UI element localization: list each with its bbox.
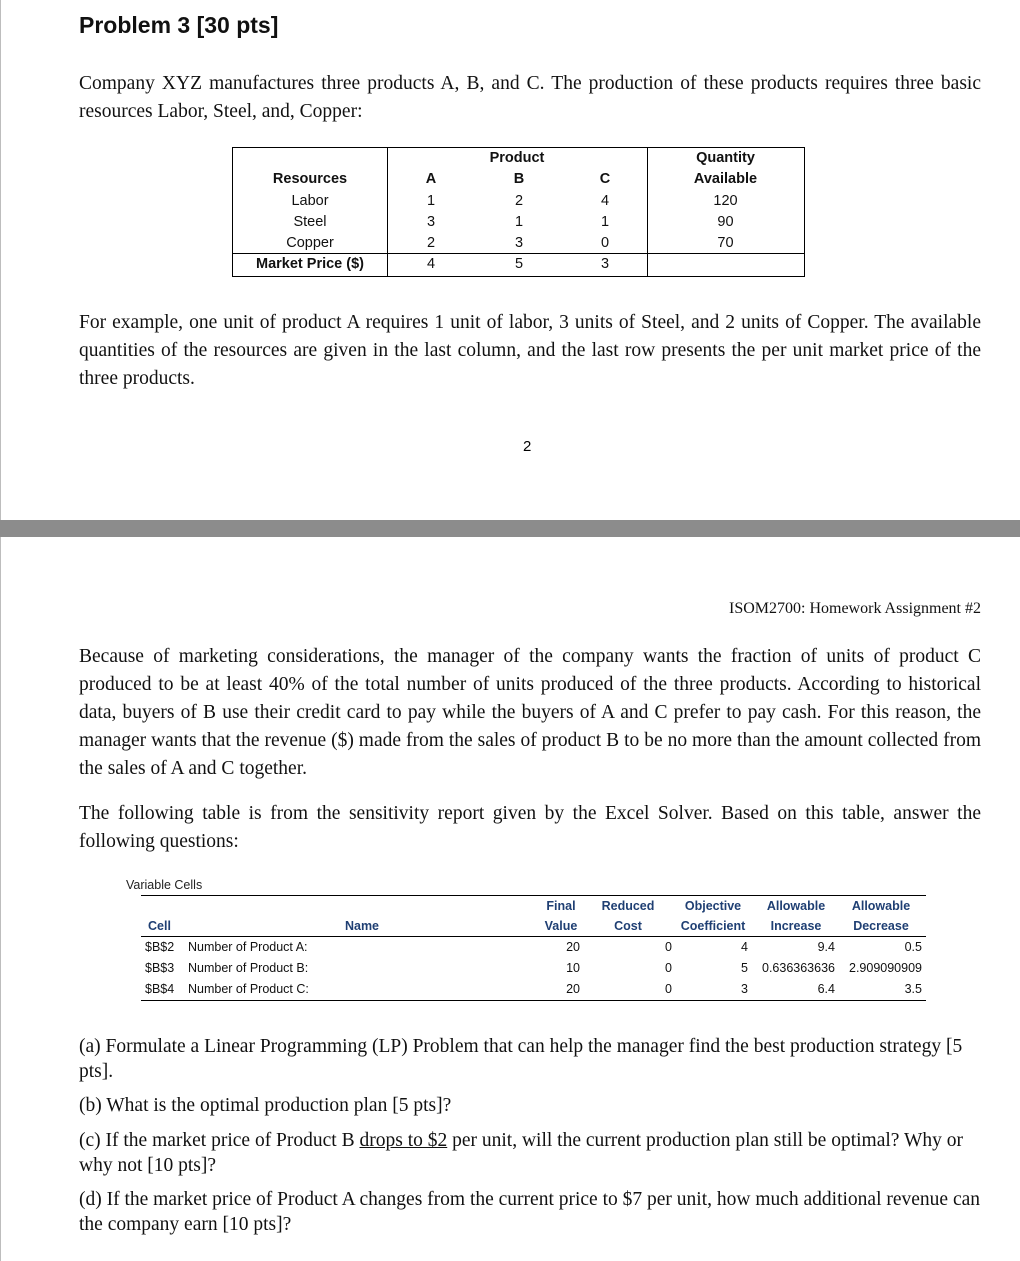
- intro-paragraph: Company XYZ manufactures three products A, B, and C. The production of these products requires three basic resources Labor, Steel, and, Copper:: [79, 73, 981, 122]
- cell-steel-c: 1: [600, 214, 610, 230]
- question-c-part-1: (c) If the market price of Product B: [79, 1130, 360, 1151]
- hdr-decrease-1: Allowable: [851, 899, 911, 913]
- resources-table: [232, 147, 805, 277]
- cell-labor-qty: 120: [713, 193, 738, 209]
- row-a-name: Number of Product A:: [188, 940, 308, 954]
- row-c-objective: 3: [741, 982, 748, 996]
- hdr-objective-1: Objective: [684, 899, 742, 913]
- problem-title: Problem 3 [30 pts]: [79, 12, 279, 38]
- cell-copper-b: 3: [514, 235, 524, 251]
- cell-labor-b: 2: [514, 193, 524, 209]
- question-c-underlined: drops to $2: [359, 1130, 448, 1151]
- row-b-cell: $B$3: [145, 961, 175, 975]
- row-b-increase: 0.636363636: [762, 961, 835, 975]
- question-a: (a) Formulate a Linear Programming (LP) Problem that can help the manager find the best production strategy [5 pts].: [79, 1036, 963, 1082]
- row-c-final: 20: [566, 982, 580, 996]
- cell-copper-qty: 70: [717, 235, 734, 251]
- cell-steel-qty: 90: [717, 214, 734, 230]
- example-paragraph: For example, one unit of product A requires 1 unit of labor, 3 units of Steel, and 2 units of Copper. The available quantities of the resources are given in the last column, and the last row presents the per unit market price of the three products.: [79, 312, 981, 389]
- hdr-increase-1: Allowable: [766, 899, 826, 913]
- row-name-market-price: Market Price ($): [256, 256, 364, 272]
- page-number: 2: [523, 438, 532, 455]
- hdr-cell: Cell: [148, 919, 171, 933]
- col-header-a: A: [425, 171, 437, 187]
- quantity-header-2: Available: [693, 171, 758, 187]
- question-b: (b) What is the optimal production plan [5 pts]?: [79, 1095, 452, 1116]
- row-a-increase: 9.4: [817, 940, 835, 954]
- hdr-decrease-2: Decrease: [853, 919, 909, 933]
- row-a-objective: 4: [741, 940, 748, 954]
- row-c-reduced: 0: [665, 982, 672, 996]
- question-c-part-2: per unit, will the current production plan still be optimal? Why or why not [10 pts]?: [79, 1130, 963, 1176]
- cell-steel-b: 1: [514, 214, 524, 230]
- course-header: ISOM2700: Homework Assignment #2: [729, 600, 981, 617]
- page-2: [0, 537, 1020, 1261]
- resources-header: Resources: [272, 171, 348, 187]
- row-name-copper: Copper: [286, 235, 334, 251]
- row-b-reduced: 0: [665, 961, 672, 975]
- row-b-objective: 5: [741, 961, 748, 975]
- row-a-final: 20: [566, 940, 580, 954]
- marketing-paragraph: Because of marketing considerations, the manager of the company wants the fraction of units of product C produced to be at least 40% of the total number of units produced of the three products. According to historical data, buyers of B use their credit card to pay while the buyers of A and C prefer to pay cash. For this reason, the manager wants that the revenue ($) made from the sales of product B to be no more than the amount collected from the sales of A and C together.: [79, 646, 981, 779]
- row-c-cell: $B$4: [145, 982, 175, 996]
- cell-copper-a: 2: [426, 235, 436, 251]
- row-c-decrease: 3.5: [904, 982, 922, 996]
- cell-price-c: 3: [600, 256, 610, 272]
- sensitivity-table: [126, 877, 926, 1002]
- hdr-final-2: Value: [544, 919, 578, 933]
- row-b-decrease: 2.909090909: [849, 961, 922, 975]
- cell-price-b: 5: [514, 256, 524, 272]
- hdr-increase-2: Increase: [770, 919, 822, 933]
- col-header-b: B: [513, 171, 525, 187]
- row-name-labor: Labor: [291, 193, 329, 209]
- cell-copper-c: 0: [600, 235, 610, 251]
- row-name-steel: Steel: [293, 214, 327, 230]
- hdr-name: Name: [344, 919, 380, 933]
- row-a-reduced: 0: [665, 940, 672, 954]
- hdr-reduced-1: Reduced: [601, 899, 655, 913]
- page-separator: [0, 520, 1020, 537]
- cell-steel-a: 3: [426, 214, 436, 230]
- cell-labor-a: 1: [426, 193, 436, 209]
- page-1: [0, 0, 1020, 520]
- hdr-reduced-2: Cost: [614, 919, 642, 933]
- row-c-name: Number of Product C:: [188, 982, 309, 996]
- hdr-objective-2: Coefficient: [680, 919, 746, 933]
- following-paragraph: The following table is from the sensitivity report given by the Excel Solver. Based on this table, answer the following questions:: [79, 803, 981, 852]
- col-header-c: C: [599, 171, 611, 187]
- row-c-increase: 6.4: [817, 982, 835, 996]
- row-b-final: 10: [566, 961, 580, 975]
- hdr-final-1: Final: [546, 899, 576, 913]
- cell-price-a: 4: [426, 256, 436, 272]
- quantity-header-1: Quantity: [696, 150, 755, 166]
- question-c: [79, 1128, 994, 1178]
- cell-labor-c: 4: [600, 193, 610, 209]
- question-d: (d) If the market price of Product A changes from the current price to $7 per unit, how much additional revenue can the company earn [10 pts]?: [79, 1189, 981, 1235]
- row-a-decrease: 0.5: [904, 940, 922, 954]
- variable-cells-label: Variable Cells: [126, 878, 203, 892]
- product-header: Product: [489, 150, 545, 166]
- row-a-cell: $B$2: [145, 940, 175, 954]
- row-b-name: Number of Product B:: [188, 961, 309, 975]
